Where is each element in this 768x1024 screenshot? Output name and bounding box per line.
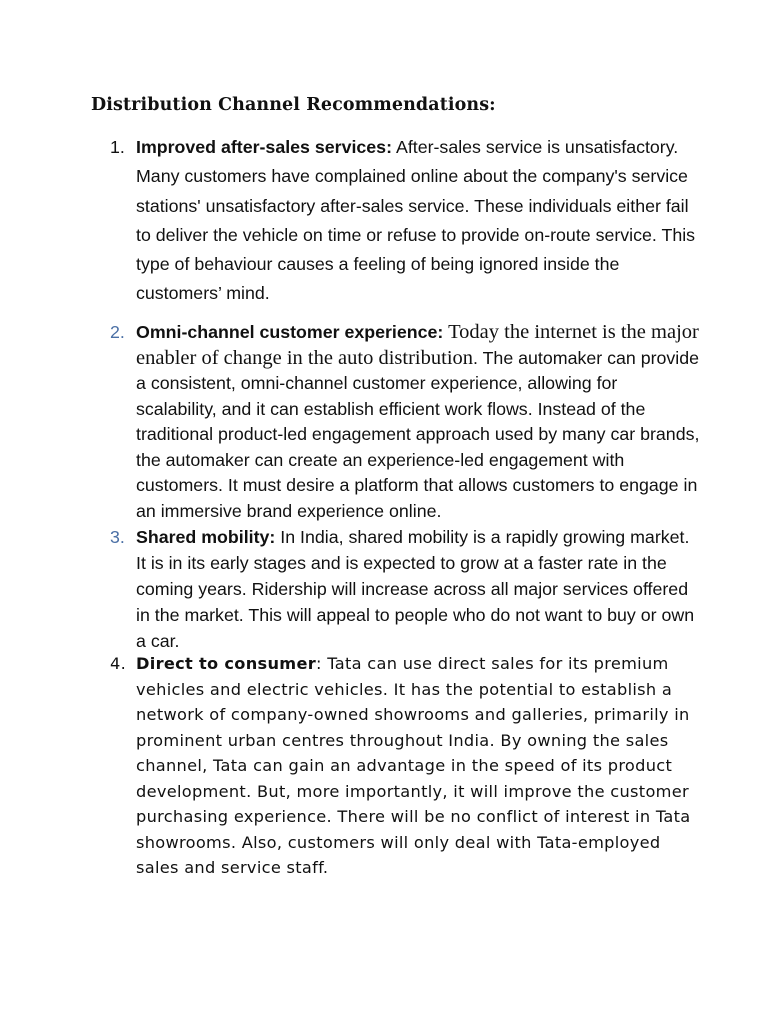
list-item-label: Omni-channel customer experience: — [136, 322, 444, 342]
list-item-number: 4. — [110, 654, 127, 673]
list-item — [110, 524, 700, 654]
list-item-body — [136, 651, 700, 881]
list-item — [110, 651, 700, 881]
list-item-number: 1. — [110, 137, 125, 157]
list-item-text: . The automaker can provide a consistent, omni-channel customer experience, allowing for scalability, and it can establish efficient work flows. Instead of the traditional product-led engagement approach used by many car brands, the automaker can create an experience-led engagement with customers. It must desire a platform that allows customers to engage in an immersive brand experience online. — [136, 347, 700, 521]
list-item-text: In India, shared mobility is a rapidly growing market. It is in its early stages and is expected to grow at a faster rate in the coming years. Ridership will increase across all major services offered in the market. This will appeal to people who do not want to buy or own a car. — [136, 527, 695, 651]
list-item-label: Direct to consumer — [136, 654, 317, 673]
list-item-text: : Tata can use direct sales for its premium vehicles and electric vehicles. It has the potential to establish a network of company-owned showrooms and galleries, primarily in prominent urban centres throughout India. By owning the sales channel, Tata can gain an advantage in the speed of its product development. But, more importantly, it will improve the customer purchasing experience. There will be no conflict of interest in Tata showrooms. Also, customers will only deal with Tata-employed sales and service staff. — [136, 654, 691, 877]
list-item-serif-text: Today the internet is the major enabler of change in the auto distribution — [136, 321, 699, 369]
list-item-label: Shared mobility: — [136, 527, 276, 547]
list-item-body — [136, 133, 700, 309]
list-item-text: After-sales service is unsatisfactory. Many customers have complained online about the company's service stations' unsatisfactory after-sales service. These individuals either fail to deliver the vehicle on time or refuse to provide on-route service. This type of behaviour causes a feeling of being ignored inside the customers’ mind. — [136, 137, 696, 304]
page-title: Distribution Channel Recommendations: — [91, 95, 496, 115]
list-item-body — [136, 524, 700, 654]
list-item — [110, 133, 700, 309]
list-item-number: 2. — [110, 322, 125, 342]
list-item — [110, 320, 700, 524]
list-item-number: 3. — [110, 527, 125, 547]
list-item-label: Improved after-sales services: — [136, 137, 392, 157]
list-item-body — [136, 320, 700, 524]
